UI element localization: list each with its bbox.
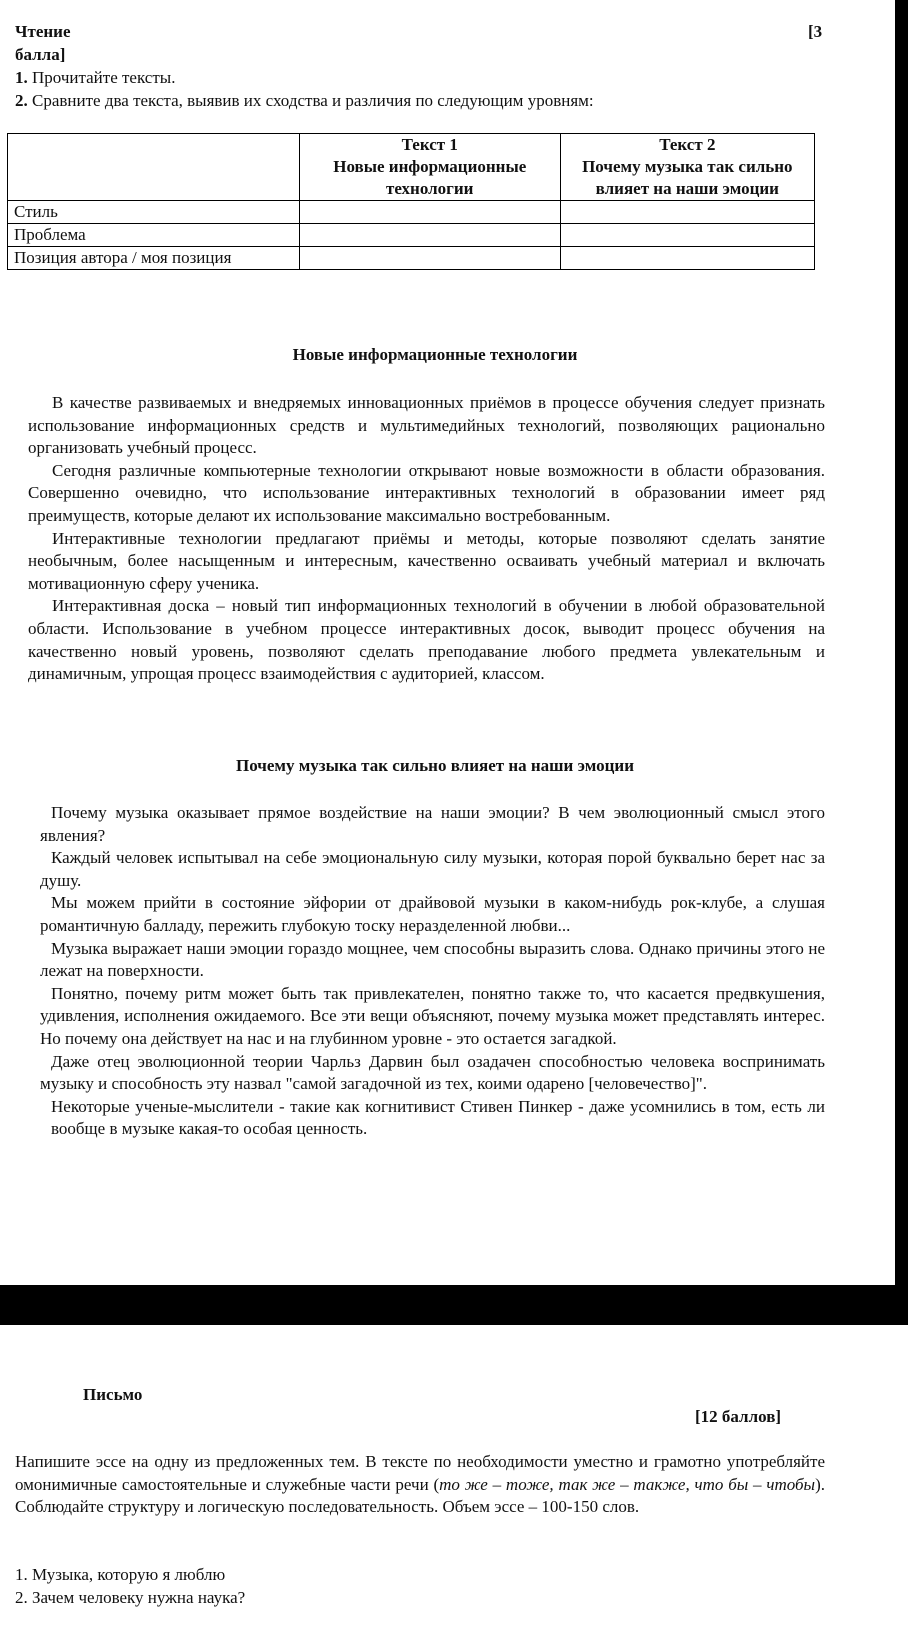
table-row xyxy=(8,201,815,224)
comparison-table xyxy=(7,133,815,270)
table-header-text1 xyxy=(299,134,560,201)
paragraph: Понятно, почему ритм может быть так привлекателен, понятно также то, что касается предвкушения, удивления, исполнения ожидаемого. Все эти вещи объясняют, почему музыка может представлять интерес. Но почему она действует на нас и на глубинном уровне - это остается загадкой. xyxy=(40,983,825,1048)
text1-label: Текст 1 xyxy=(401,135,458,154)
text1-heading: Новые информационные технологии xyxy=(292,345,578,364)
text2-label: Текст 2 xyxy=(659,135,716,154)
task-2 xyxy=(15,91,594,111)
answer-cell[interactable] xyxy=(560,224,814,247)
instructions-text-b: ). Соблюдайте структуру и логическую последовательность. Объем эссе – 100-150 слов. xyxy=(15,1474,825,1517)
page-separator-band xyxy=(0,1285,908,1325)
task-1-number: 1. xyxy=(15,68,28,87)
worksheet-page-2 xyxy=(0,1325,908,1649)
row-label-problem: Проблема xyxy=(8,224,300,247)
paragraph: Почему музыка оказывает прямое воздействие на наши эмоции? В чем эволюционный смысл этого явления? xyxy=(40,803,825,845)
paragraph: Некоторые ученые-мыслители - такие как когнитивист Стивен Пинкер - даже усомнились в том, есть ли вообще в музыке какая-то особая ценность. xyxy=(51,1096,825,1139)
reading-points-end: балла] xyxy=(15,45,66,64)
essay-topic-1: 1. Музыка, которую я люблю xyxy=(15,1565,226,1584)
paragraph: В качестве развиваемых и внедряемых инновационных приёмов в процессе обучения следует признать использование информационных средств и мультимедийных технологий, позволяющих рационально организовать учебный процесс. xyxy=(28,393,825,458)
writing-instructions xyxy=(15,1451,825,1519)
paragraph: Интерактивные технологии предлагают приёмы и методы, которые позволяют сделать занятие необычным, более насыщенным и интересным, качественно осваивать учебный материал и включать мотивационную сферу ученика. xyxy=(28,528,825,593)
table-row xyxy=(8,224,815,247)
paragraph: Музыка выражает наши эмоции гораздо мощнее, чем способны выразить слова. Однако причины этого не лежат на поверхности. xyxy=(40,938,825,981)
text2-title: Почему музыка так сильно влияет на наши эмоции xyxy=(582,157,793,198)
instructions-text-a: Напишите эссе на одну из предложенных тем. В тексте по необходимости уместно и грамотно употребляйте омонимичные самостоятельные и служебные части речи ( xyxy=(15,1452,825,1494)
text1-body xyxy=(28,392,825,686)
table-header-row xyxy=(8,134,815,201)
paragraph: Даже отец эволюционной теории Чарльз Дарвин был озадачен способностью человека воспринимать музыку и способность эту назвал "самой загадочной из тех, коими одарено [человечество]". xyxy=(40,1051,825,1094)
paragraph: Мы можем прийти в состояние эйфории от драйвовой музыки в каком-нибудь рок-клубе, а слушая романтичную балладу, пережить глубокую тоску неразделенной любви... xyxy=(40,893,825,935)
task-2-text: Сравните два текста, выявив их сходства и различия по следующим уровням: xyxy=(32,91,594,110)
answer-cell[interactable] xyxy=(560,247,814,270)
task-1-text: Прочитайте тексты. xyxy=(32,68,176,87)
answer-cell[interactable] xyxy=(299,247,560,270)
task-1 xyxy=(15,68,175,88)
task-2-number: 2. xyxy=(15,91,28,110)
paragraph: Каждый человек испытывал на себе эмоциональную силу музыки, которая порой буквально берет нас за душу. xyxy=(40,848,825,890)
writing-points: [12 баллов] xyxy=(695,1407,782,1426)
answer-cell[interactable] xyxy=(560,201,814,224)
row-label-position: Позиция автора / моя позиция xyxy=(8,247,300,270)
table-corner-cell xyxy=(8,134,300,201)
reading-points-start: [3 xyxy=(808,22,823,41)
text2-heading: Почему музыка так сильно влияет на наши эмоции xyxy=(235,756,635,775)
instructions-examples: то же – тоже, так же – также, что бы – чтобы xyxy=(439,1474,816,1494)
table-row xyxy=(8,247,815,270)
row-label-style: Стиль xyxy=(8,201,300,224)
answer-cell[interactable] xyxy=(299,201,560,224)
answer-cell[interactable] xyxy=(299,224,560,247)
paragraph: Интерактивная доска – новый тип информационных технологий в обучении в любой образовательной области. Использование в учебном процессе интерактивных досок, выводит процесс обучения на качественно новый уровень, позволяют сделать преподавание любого предмета увлекательным и динамичным, упрощая процесс взаимодействия с аудиторией, классом. xyxy=(28,596,825,684)
section-title-reading: Чтение xyxy=(15,22,71,41)
scan-edge-bar xyxy=(895,0,908,1285)
section-title-writing: Письмо xyxy=(83,1385,143,1404)
text1-title: Новые информационные технологии xyxy=(333,157,527,198)
essay-topic-2: 2. Зачем человеку нужна наука? xyxy=(15,1588,246,1607)
text2-body xyxy=(28,802,825,1141)
paragraph: Сегодня различные компьютерные технологии открывают новые возможности в области образования. Совершенно очевидно, что использование интерактивных технологий в образовании имеет ряд преимуществ, которые делают их использование максимально востребованным. xyxy=(28,460,825,525)
table-header-text2 xyxy=(560,134,814,201)
